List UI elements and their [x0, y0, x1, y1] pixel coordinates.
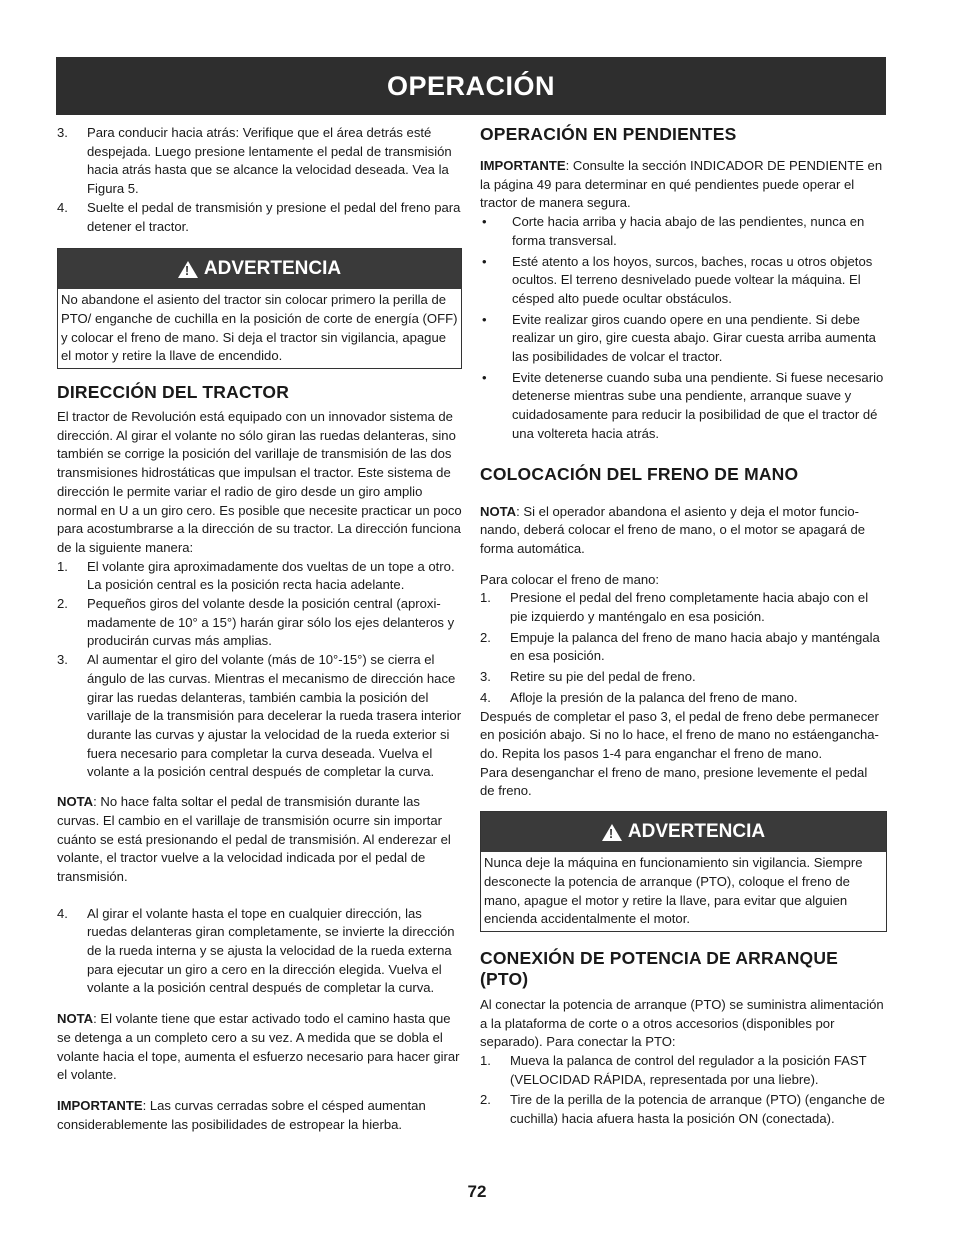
left-column: [57, 124, 462, 1134]
importante-curvas: IMPORTANTE: Las curvas cerradas sobre el césped aumentan considerablemente las posibilidades de estropear la hierba.: [57, 1097, 426, 1132]
list-item: 1. El volante gira aproximadamente dos vueltas de un tope a otro. La posición central es la posición recta hacia adelante.: [57, 558, 455, 593]
freno-steps: [480, 589, 885, 707]
list-item: 4. Afloje la presión de la palanca del freno de mano.: [480, 689, 798, 705]
list-item: • Evite realizar giros cuando opere en una pendiente. Si debe realizar un giro, gire cuesta abajo. Girar cuesta arriba aumenta las posibilidades de volcar el tractor.: [482, 311, 876, 365]
list-item: • Corte hacia arriba y hacia abajo de las pendientes, nunca en forma transversal.: [482, 214, 865, 248]
freno-lead: Para colocar el freno de mano:: [480, 571, 660, 587]
warning-header: [58, 249, 461, 289]
direccion-step-4: [57, 905, 462, 999]
warning-text: No abandone el asiento del tractor sin colocar primero la perilla de PTO/ enganche de cuchilla en la posición de corte de energía (OFF) y colocar el freno de mano. Si deja el tractor sin vigilancia, apague el motor y retire la llave de encendido.: [61, 292, 458, 364]
list-item: • Esté atento a los hoyos, surcos, baches, rocas u otros objetos ocultos. El terreno desnivelado puede voltear la máquina. El césped alto puede ocultar obstáculos.: [482, 253, 873, 306]
page-number: 72: [467, 1182, 487, 1201]
list-item: 1. Mueva la palanca de control del regulador a la posición FAST (VELOCIDAD RÁPIDA, representada por una liebre).: [480, 1053, 867, 1087]
direccion-steps: [57, 558, 462, 782]
pto-intro: Al conectar la potencia de arranque (PTO) se suministra alimentación a la plataforma de corte o a otros accesorios (disponibles por separado). Para conectar la PTO:: [480, 996, 884, 1050]
freno-nota: NOTA: Si el operador abandona el asiento y deja el motor funcio-nando, deberá colocar el freno de mano, o el motor se apagará de forma automática.: [480, 503, 866, 556]
list-item: 4. Suelte el pedal de transmisión y presione el pedal del freno para detener el tractor.: [57, 199, 461, 234]
nota-1: NOTA: No hace falta soltar el pedal de transmisión durante las curvas. El cambio en el varillaje de transmisión ocurre sin importar cuánto se está presionando el pedal de transmisión. Al enderezar el volante, el tractor vuelve a la velocidad indicada por el pedal de transmisión.: [57, 794, 451, 884]
heading-freno: COLOCACIÓN DEL FRENO DE MANO: [480, 463, 799, 484]
pto-steps: [480, 1052, 885, 1129]
list-item: 4. Al girar el volante hasta el tope en cualquier dirección, las ruedas delanteras giran completamente, se invierte la dirección de la rueda interna y se ajusta la velocidad de la rueda externa para ejecutar un giro a cero en la dirección elegida. Vuelva el volante a la posición central después de completar la curva.: [57, 905, 455, 996]
warning-triangle-icon: [602, 824, 622, 841]
freno-after: Después de completar el paso 3, el pedal de freno debe permanecer en posición abajo. Si no lo hace, el freno de mano no estáengancha-do. Repita los pasos 1-4 para enganchar el freno de mano.: [480, 708, 879, 761]
section-title: OPERACIÓN: [386, 70, 556, 101]
list-item: 2. Empuje la palanca del freno de mano hacia abajo y manténgala en esa posición.: [480, 629, 880, 664]
right-column: [480, 124, 885, 1129]
list-item: • Evite detenerse cuando suba una pendiente. Si fuese necesario detenerse mientras sube una pendiente, arranque suave y cuidadosamente para reducir la posibilidad de que el tractor dé una voltereta hacia atrás.: [482, 369, 884, 441]
heading-pto: CONEXIÓN DE POTENCIA DE ARRANQUE (PTO): [480, 947, 839, 989]
list-item: 2. Pequeños giros del volante desde la posición central (aproxi-madamente de 10° a 15°) harán girar sólo los ejes delanteros y producirán curvas más amplias.: [57, 596, 455, 649]
warning-title: ADVERTENCIA: [627, 821, 766, 843]
pendientes-bullets: [480, 213, 885, 443]
direccion-intro: El tractor de Revolución está equipado con un innovador sistema de dirección. Al girar el volante no sólo giran las ruedas delanteras, sino también se corrige la posición del varillaje de transmisión de las dos transmisiones hidrostáticas que impulsan el tractor. Este sistema de dirección le permite variar el radio de giro desde un giro amplio normal en U a un giro cero. Es posible que necesite practicar un poco para acostumbrarse a la dirección de su tractor. La dirección funciona de la siguiente manera:: [57, 409, 462, 555]
warning-triangle-icon: [178, 261, 198, 278]
list-item: 3. Para conducir hacia atrás: Verifique que el área detrás esté despejada. Luego presione lentamente el pedal de transmisión hacia atrás hasta que se alcance la velocidad deseada. Vea la Figura 5.: [57, 125, 452, 197]
nota-2: NOTA: El volante tiene que estar activado todo el camino hasta que se detenga a un completo cero a su vez. A medida que se dobla el volante hacia el tope, aumenta el esfuerzo necesario para hacer girar el volante.: [57, 1011, 460, 1083]
warning-box: [480, 811, 887, 932]
freno-release: Para desenganchar el freno de mano, presione levemente el pedal de freno.: [480, 764, 868, 799]
heading-pendientes: OPERACIÓN EN PENDIENTES: [480, 124, 737, 144]
pendientes-importante: IMPORTANTE: Consulte la sección INDICADOR DE PENDIENTE en la página 49 para determinar en qué pendientes puede operar el tractor de manera segura.: [480, 158, 883, 211]
warning-text: Nunca deje la máquina en funcionamiento sin vigilancia. Siempre desconecte la potencia de arranque (PTO), coloque el freno de mano, apague el motor y retire la llave, para evitar que alguien encienda accidentalmente el motor.: [484, 855, 863, 927]
list-item: 3. Al aumentar el giro del volante (más de 10°-15°) se cierra el ángulo de las curvas. Mientras el mecanismo de dirección hace girar las ruedas delanteras, también cambia la posición del varillaje de la transmisión para decelerar la rueda trasera interior durante las curvas y ajustar la velocidad de la rueda exterior si fuera necesario para completar la curva deseada. Vuelva el volante a la posición central después de completar la curva.: [57, 652, 462, 780]
list-item: 3. Retire su pie del pedal de freno.: [480, 669, 696, 685]
warning-title: ADVERTENCIA: [203, 258, 342, 280]
warning-header: [481, 812, 886, 852]
list-item: 2. Tire de la perilla de la potencia de arranque (PTO) (enganche de cuchilla) hacia afuera hasta la posición ON (conectada).: [480, 1092, 885, 1127]
section-banner: [56, 57, 886, 115]
heading-direccion: DIRECCIÓN DEL TRACTOR: [57, 382, 290, 403]
warning-box: [57, 248, 462, 369]
top-steps: [57, 124, 462, 236]
list-item: 1. Presione el pedal del freno completamente hacia abajo con el pie izquierdo y manténgalo en esa posición.: [480, 590, 869, 625]
